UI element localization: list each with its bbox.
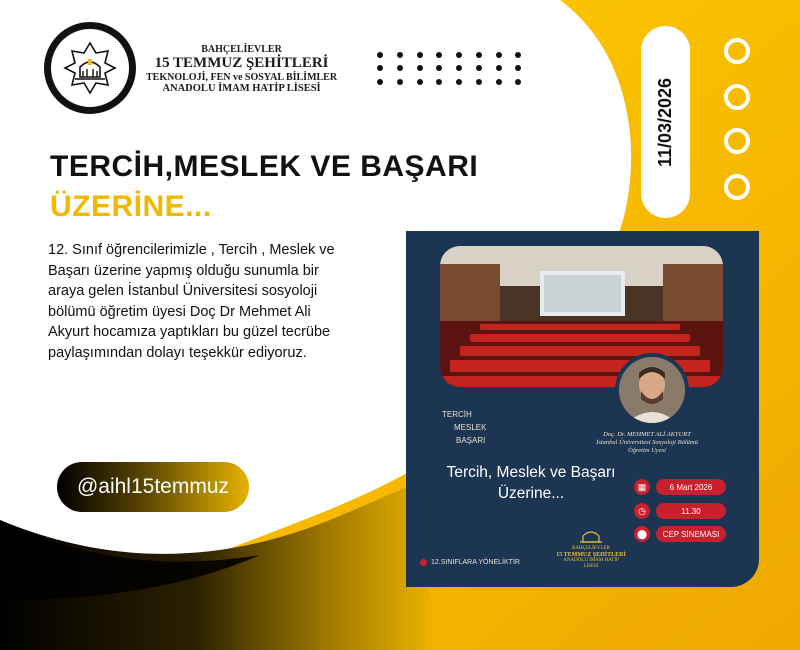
school-name-line4: ANADOLU İMAM HATİP LİSESİ [162, 82, 321, 94]
event-time: 11.30 [656, 503, 726, 519]
calendar-icon: ▦ [634, 479, 650, 495]
decorative-ring [724, 84, 750, 110]
location-pin-icon: ⬤ [634, 526, 650, 542]
decorative-ring [724, 38, 750, 64]
headline-line1: TERCİH,MESLEK VE BAŞARI [50, 150, 479, 183]
school-name [146, 44, 337, 94]
event-poster [406, 231, 759, 587]
audience-note [420, 559, 520, 566]
event-date-row [634, 479, 726, 495]
date-text: 11/03/2026 [655, 77, 676, 167]
poster-keywords [442, 409, 486, 447]
event-location-row [634, 526, 726, 542]
poster-logo-line3: ANADOLU İMAM HATİP LİSESİ [563, 558, 619, 570]
date-badge [641, 26, 690, 218]
mosque-crest-icon [61, 39, 119, 97]
keyword: MESLEK [454, 422, 487, 432]
school-name-line1: BAHÇELİEVLER [201, 44, 282, 55]
keyword: TERCİH [442, 410, 472, 419]
poster-logo-line1: BAHÇELİEVLER [572, 545, 610, 551]
speaker-department: İstanbul Üniversitesi Sosyoloji Bölümü [596, 438, 698, 446]
school-logo-emblem [44, 22, 136, 114]
speaker-caption [582, 431, 712, 454]
school-name-line2: 15 TEMMUZ ŞEHİTLERİ [154, 55, 329, 71]
audience-text: 12.SINIFLARA YÖNELİKTİR [431, 559, 520, 566]
school-name-line3: TEKNOLOJİ, FEN ve SOSYAL BİLİMLER [146, 71, 338, 83]
speaker-title: Öğretim Üyesi [628, 446, 666, 454]
decorative-ring [724, 174, 750, 200]
headline-line2: ÜZERİNE... [50, 190, 212, 223]
social-handle-text: @aihl15temmuz [76, 475, 230, 498]
event-time-row [634, 503, 726, 519]
poster-logo-line2: 15 TEMMUZ ŞEHİTLERİ [556, 551, 626, 558]
event-date: 6 Mart 2026 [656, 479, 726, 495]
poster-school-logo [556, 527, 626, 570]
social-handle-badge[interactable] [57, 462, 249, 512]
announcement-text: 12. Sınıf öğrencilerimizle , Tercih , Meslek ve Başarı üzerine yapmış olduğu sunumla bir araya gelen İstanbul Üniversitesi sosyoloji bölümü öğretim üyesi Doç Dr Mehmet Ali Akyurt hocamıza yaptıkları bu güzel tecrübe paylaşımından dolayı teşekkür ediyoruz. [48, 242, 335, 361]
clock-icon: ◷ [634, 503, 650, 519]
decorative-ring [724, 128, 750, 154]
bullet-icon [420, 559, 427, 566]
speaker-photo [615, 353, 689, 427]
decorative-dot-grid [377, 52, 535, 92]
event-location: CEP SİNEMASI [656, 526, 726, 542]
mosque-crest-icon [579, 527, 603, 543]
keyword: BAŞARI [456, 435, 486, 445]
speaker-name: Doç. Dr. MEHMET ALİ AKYURT [603, 431, 691, 438]
poster-title: Tercih, Meslek ve Başarı Üzerine... [446, 464, 616, 502]
